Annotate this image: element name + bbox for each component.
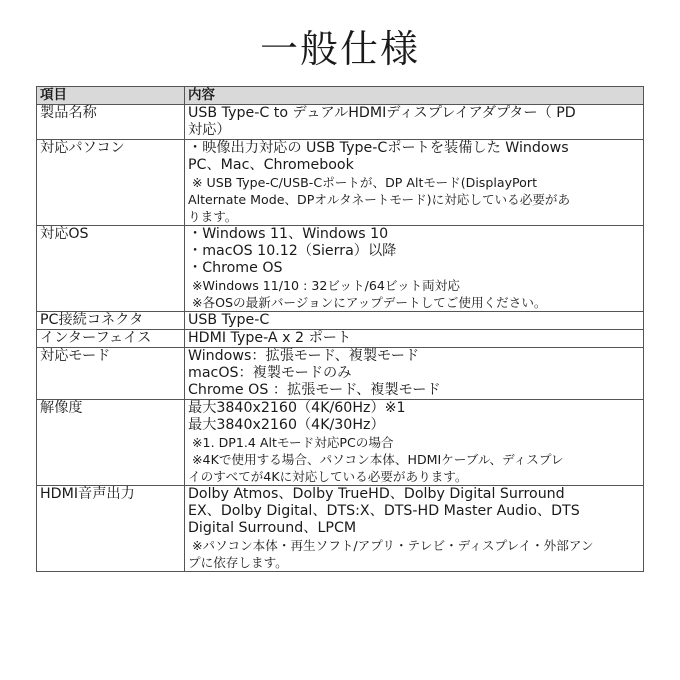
row-value: [185, 140, 644, 226]
row-value: [185, 312, 644, 330]
value-line: Dolby Atmos、Dolby TrueHD、Dolby Digital Surround: [188, 486, 565, 502]
table-header-row: [37, 87, 644, 105]
value-line: 最大3840x2160（4K/30Hz）: [188, 417, 385, 433]
value-line: ・macOS 10.12（Sierra）以降: [188, 243, 397, 259]
value-line: 最大3840x2160（4K/60Hz）※1: [188, 400, 406, 416]
value-line: EX、Dolby Digital、DTS:X、DTS-HD Master Audio、DTS: [188, 503, 580, 519]
value-line: USB Type-C: [188, 312, 270, 328]
row-label: 対応モード: [37, 348, 185, 400]
value-line: ※4Kで使用する場合、パソコン本体、HDMIケーブル、ディスプレ: [188, 452, 564, 467]
value-line: macOS：複製モードのみ: [188, 365, 352, 381]
row-value: [185, 486, 644, 572]
value-line: ※パソコン本体・再生ソフト/アプリ・テレビ・ディスプレイ・外部アン: [188, 538, 594, 553]
value-line: USB Type-C to デュアルHDMIディスプレイアダプター（ PD: [188, 105, 576, 121]
table-row: [37, 400, 644, 486]
value-line: ※各OSの最新バージョンにアップデートしてご使用ください。: [188, 295, 547, 310]
value-line: ※Windows 11/10 : 32ビット/64ビット両対応: [188, 278, 460, 293]
page-title: 一般仕様: [259, 27, 420, 71]
value-line: Digital Surround、LPCM: [188, 520, 357, 536]
value-line: ・映像出力対応の USB Type-Cポートを装備した Windows: [188, 140, 569, 156]
value-line: プに依存します。: [188, 555, 288, 570]
table-row: [37, 105, 644, 140]
header-content: 内容: [185, 87, 644, 105]
row-value: [185, 330, 644, 348]
value-line: ります。: [188, 209, 238, 224]
spec-table: [36, 86, 644, 572]
table-row: [37, 312, 644, 330]
value-line: HDMI Type-A x 2 ポート: [188, 330, 352, 346]
row-label: 製品名称: [37, 105, 185, 140]
value-line: Alternate Mode、DPオルタネートモード)に対応している必要があ: [188, 192, 571, 207]
value-line: PC、Mac、Chromebook: [188, 157, 354, 173]
value-line: Chrome OS ：拡張モード、複製モード: [188, 382, 441, 398]
value-line: ・Chrome OS: [188, 260, 283, 276]
value-line: ※ USB Type-C/USB-Cポートが、DP Altモード(DisplayPort: [188, 175, 538, 190]
row-label: 対応パソコン: [37, 140, 185, 226]
row-label: 対応OS: [37, 226, 185, 312]
row-label: PC接続コネクタ: [37, 312, 185, 330]
value-line: Windows：拡張モード、複製モード: [188, 348, 420, 364]
table-row: [37, 486, 644, 572]
row-label: インターフェイス: [37, 330, 185, 348]
value-line: ・Windows 11、Windows 10: [188, 226, 389, 242]
table-row: [37, 226, 644, 312]
table-row: [37, 140, 644, 226]
table-row: [37, 330, 644, 348]
value-line: イのすべてが4Kに対応している必要があります。: [188, 469, 468, 484]
table-row: [37, 348, 644, 400]
row-value: [185, 105, 644, 140]
row-value: [185, 226, 644, 312]
header-item: 項目: [37, 87, 185, 105]
row-label: 解像度: [37, 400, 185, 486]
value-line: ※1. DP1.4 Altモード対応PCの場合: [188, 435, 394, 450]
row-value: [185, 400, 644, 486]
row-value: [185, 348, 644, 400]
value-line: 対応）: [188, 122, 231, 138]
row-label: HDMI音声出力: [37, 486, 185, 572]
